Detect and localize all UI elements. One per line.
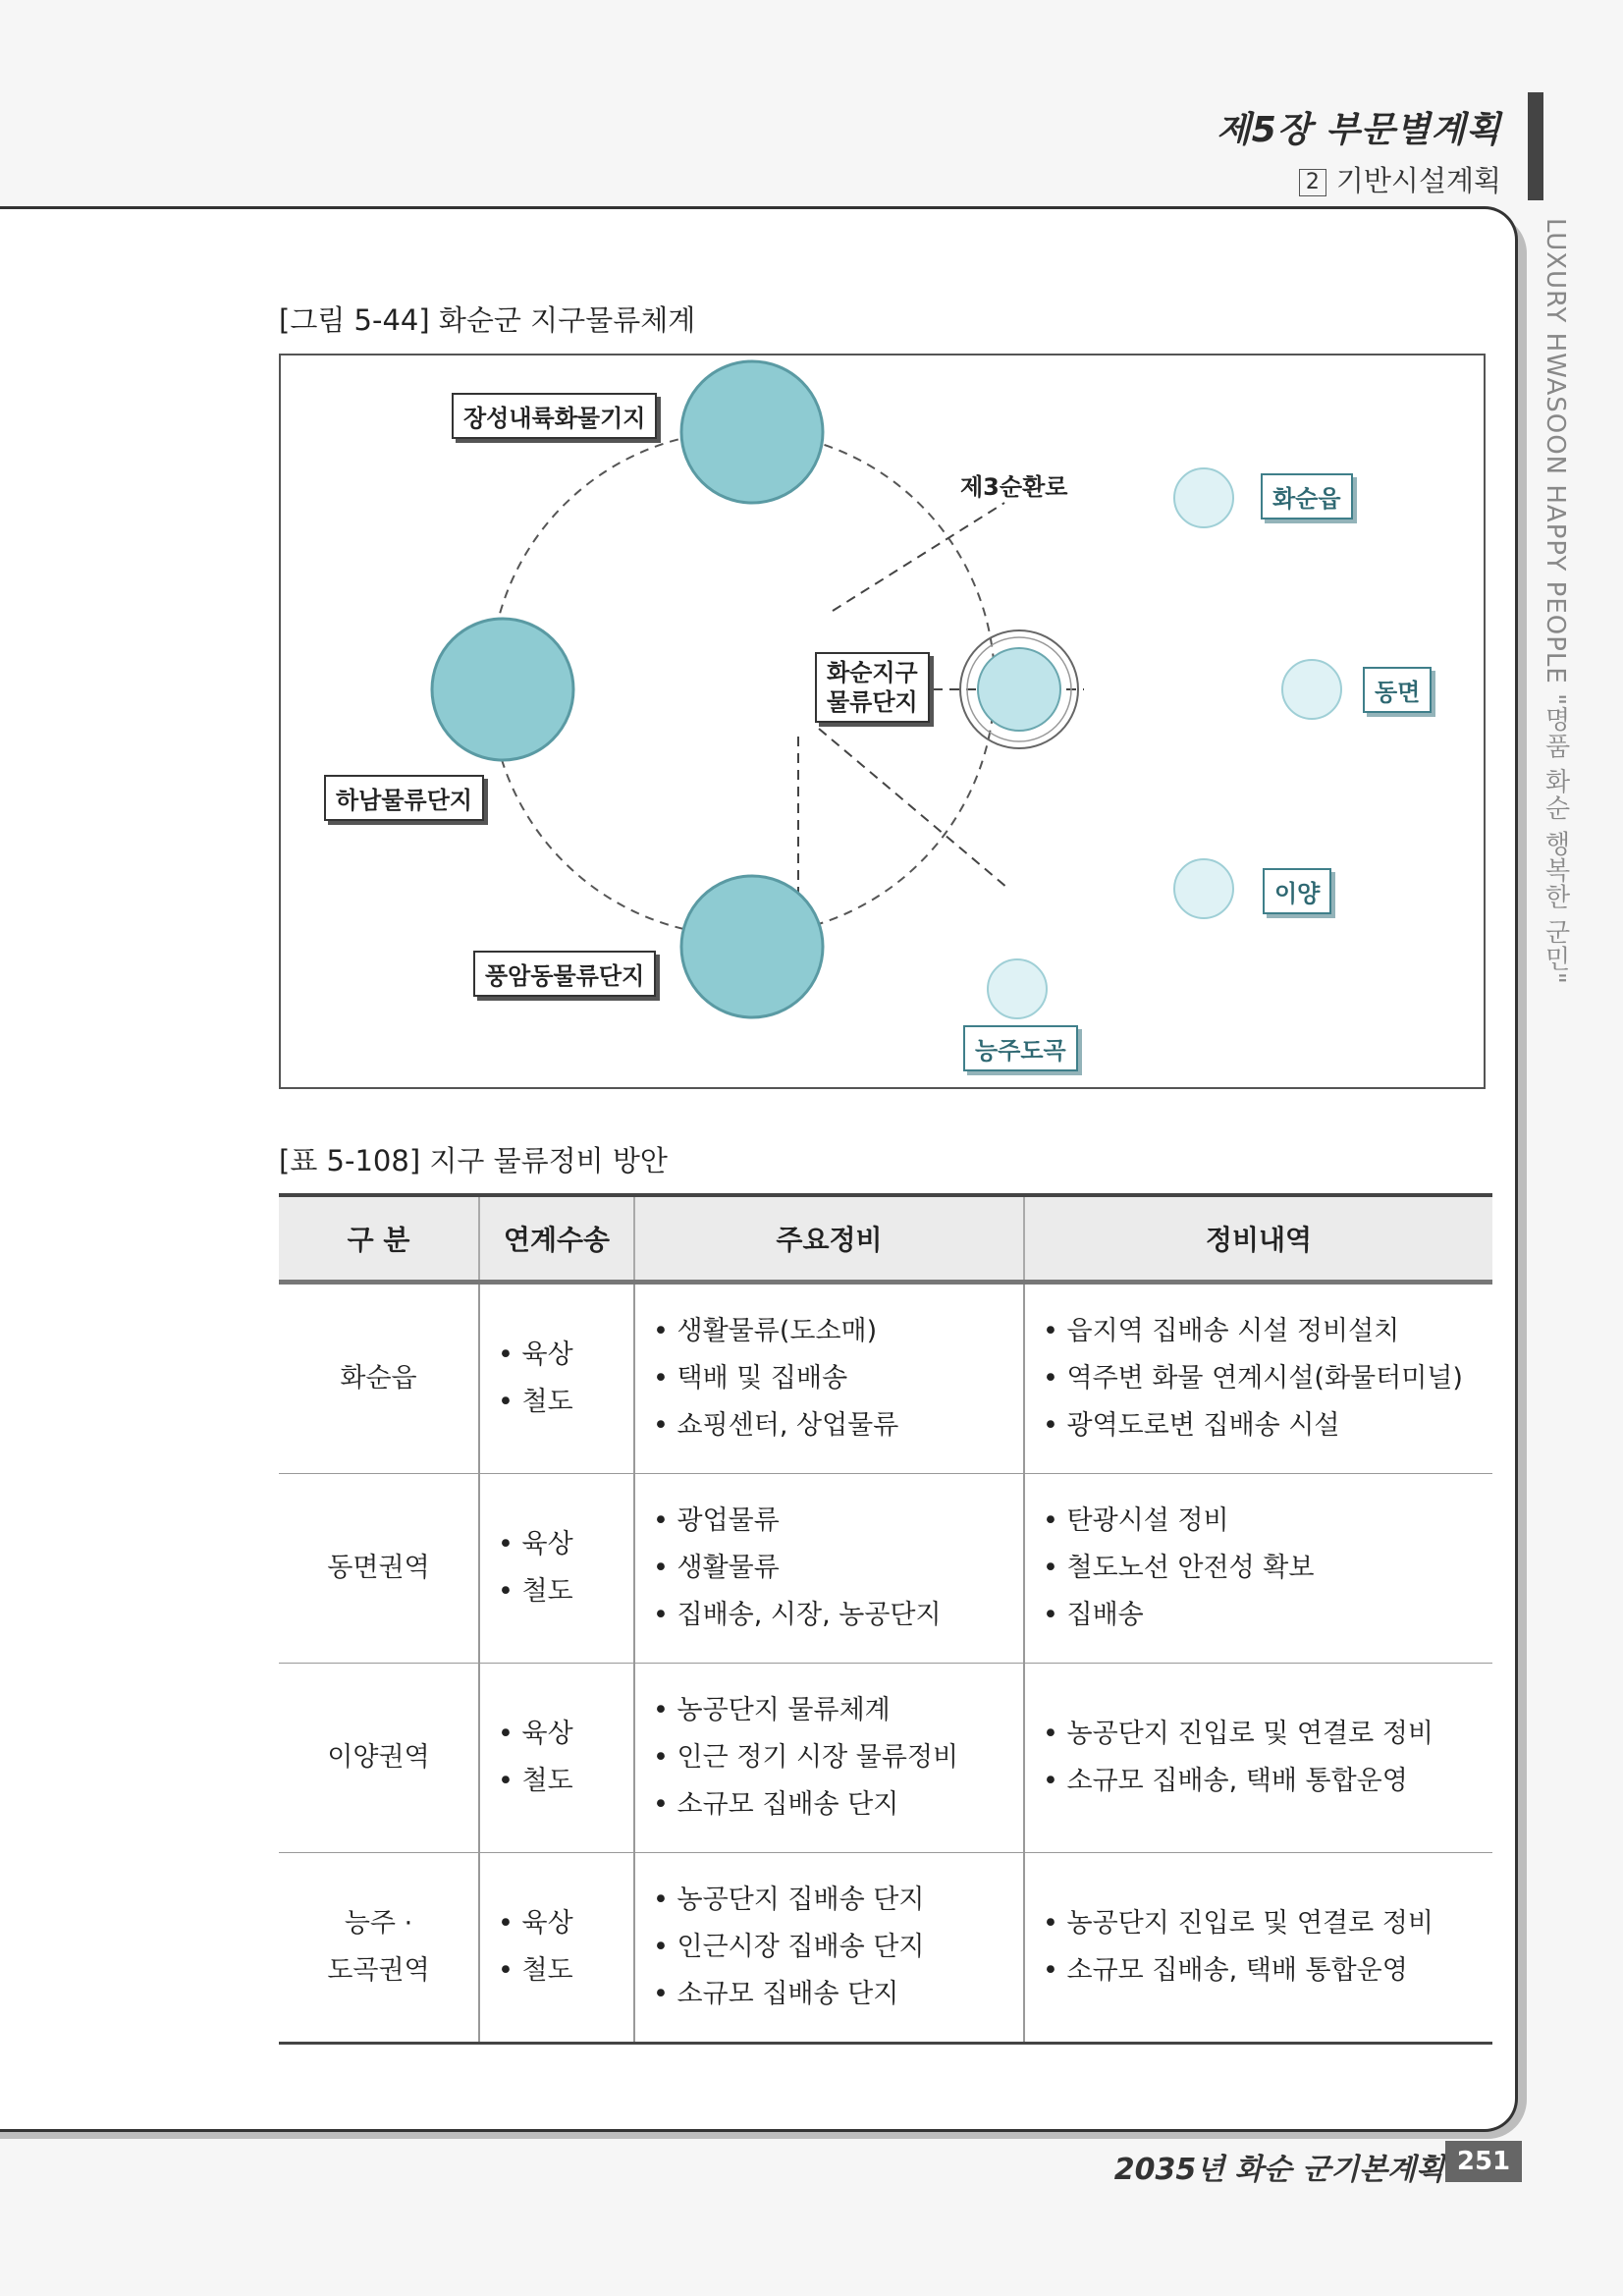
main-cell [634,1283,1024,1474]
bullet-item: • 광업물류 [653,1498,1023,1545]
link-iyang [819,729,1007,888]
bullet-item: • 택배 및 집배송 [653,1355,1023,1402]
label-center-line1: 화순지구 [827,659,918,686]
table-header-row [279,1195,1492,1283]
bullet-item: • 생활물류 [653,1545,1023,1592]
node-hanam [432,619,573,760]
bullet-item: • 육상 [498,1332,633,1379]
bullet-item: • 육상 [498,1711,633,1758]
area-cell [279,1664,479,1853]
area-cell [279,1853,479,2044]
area-name-line2: 도곡권역 [327,1955,430,1986]
bullet-item: • 탄광시설 정비 [1043,1498,1492,1545]
figure-caption: [그림 5-44] 화순군 지구물류체계 [279,303,696,337]
section-title [1299,159,1501,199]
bullet-item: • 철도 [498,1568,633,1615]
transport-cell [479,1853,634,2044]
area-cell [279,1474,479,1664]
node-iyang [1174,859,1233,918]
detail-cell [1024,1283,1492,1474]
transport-cell [479,1664,634,1853]
section-number: 2 [1299,169,1326,196]
bullet-item: • 집배송 [1043,1592,1492,1639]
bullet-item: • 쇼핑센터, 상업물류 [653,1402,1023,1449]
section-label: 기반시설계획 [1335,164,1501,197]
bullet-item: • 소규모 집배송, 택배 통합운영 [1043,1947,1492,1995]
bullet-item: • 읍지역 집배송 시설 정비설치 [1043,1308,1492,1355]
bullet-item: • 광역도로변 집배송 시설 [1043,1402,1492,1449]
label-center-line2: 물류단지 [827,688,918,716]
node-dong [1282,660,1341,719]
bullet-item: • 철도 [498,1758,633,1805]
bullet-item: • 인근 정기 시장 물류정비 [653,1734,1023,1781]
bullet-item: • 육상 [498,1521,633,1568]
detail-cell [1024,1474,1492,1664]
header-category: 구 분 [279,1195,479,1283]
bullet-item: • 철도 [498,1947,633,1995]
main-cell [634,1664,1024,1853]
logistics-plan-table [279,1193,1492,2045]
logistics-diagram [279,354,1486,1089]
node-jangseong [681,361,823,503]
label-ring-road: 제3순환로 [960,473,1068,501]
table-row [279,1853,1492,2044]
bullet-item: • 소규모 집배송 단지 [653,1971,1023,2018]
bullet-item: • 소규모 집배송 단지 [653,1781,1023,1829]
node-hwasun [1174,468,1233,527]
side-slogan: LUXURY HWASOON HAPPY PEOPLE "명품 화순 행복한 군민" [1541,218,1570,985]
page-number: 251 [1445,2141,1522,2182]
area-name-line1: 능주 · [344,1908,413,1939]
bullet-item: • 육상 [498,1900,633,1947]
area-name: 동면권역 [327,1553,430,1583]
transport-cell [479,1283,634,1474]
bullet-item: • 인근시장 집배송 단지 [653,1924,1023,1971]
chapter-title: 제5장 부문별계획 [1216,110,1501,150]
area-cell [279,1283,479,1474]
bullet-item: • 농공단지 집배송 단지 [653,1877,1023,1924]
node-pungam [681,876,823,1017]
footer-book-title: 2035년 화순 군기본계획 [1113,2153,1444,2187]
table-caption: [표 5-108] 지구 물류정비 방안 [279,1144,668,1177]
bullet-item: • 소규모 집배송, 택배 통합운영 [1043,1758,1492,1805]
header-transport: 연계수송 [479,1195,634,1283]
main-cell [634,1853,1024,2044]
bullet-item: • 집배송, 시장, 농공단지 [653,1592,1023,1639]
header-detail: 정비내역 [1024,1195,1492,1283]
area-name: 이양권역 [327,1742,430,1773]
table-row [279,1474,1492,1664]
bullet-item: • 농공단지 진입로 및 연결로 정비 [1043,1900,1492,1947]
detail-cell [1024,1853,1492,2044]
bullet-item: • 농공단지 물류체계 [653,1687,1023,1734]
bullet-item: • 농공단지 진입로 및 연결로 정비 [1043,1711,1492,1758]
label-center [815,652,930,723]
bullet-item: • 철도노선 안전성 확보 [1043,1545,1492,1592]
node-neungju [988,959,1047,1018]
bullet-item: • 역주변 화물 연계시설(화물터미널) [1043,1355,1492,1402]
label-hwasun: 화순읍 [1261,473,1353,519]
bullet-item: • 철도 [498,1379,633,1426]
transport-cell [479,1474,634,1664]
table-row [279,1283,1492,1474]
area-name: 화순읍 [340,1363,417,1394]
label-iyang: 이양 [1263,868,1331,914]
header-main: 주요정비 [634,1195,1024,1283]
table-row [279,1664,1492,1853]
label-dong: 동면 [1363,667,1432,713]
main-cell [634,1474,1024,1664]
label-neungju: 능주도곡 [963,1025,1078,1071]
label-pungam: 풍암동물류단지 [473,951,656,997]
bullet-item: • 생활물류(도소매) [653,1308,1023,1355]
detail-cell [1024,1664,1492,1853]
chapter-bar [1528,92,1543,200]
label-jangseong: 장성내륙화물기지 [452,393,657,439]
node-center [978,648,1060,731]
label-hanam: 하남물류단지 [324,775,484,821]
